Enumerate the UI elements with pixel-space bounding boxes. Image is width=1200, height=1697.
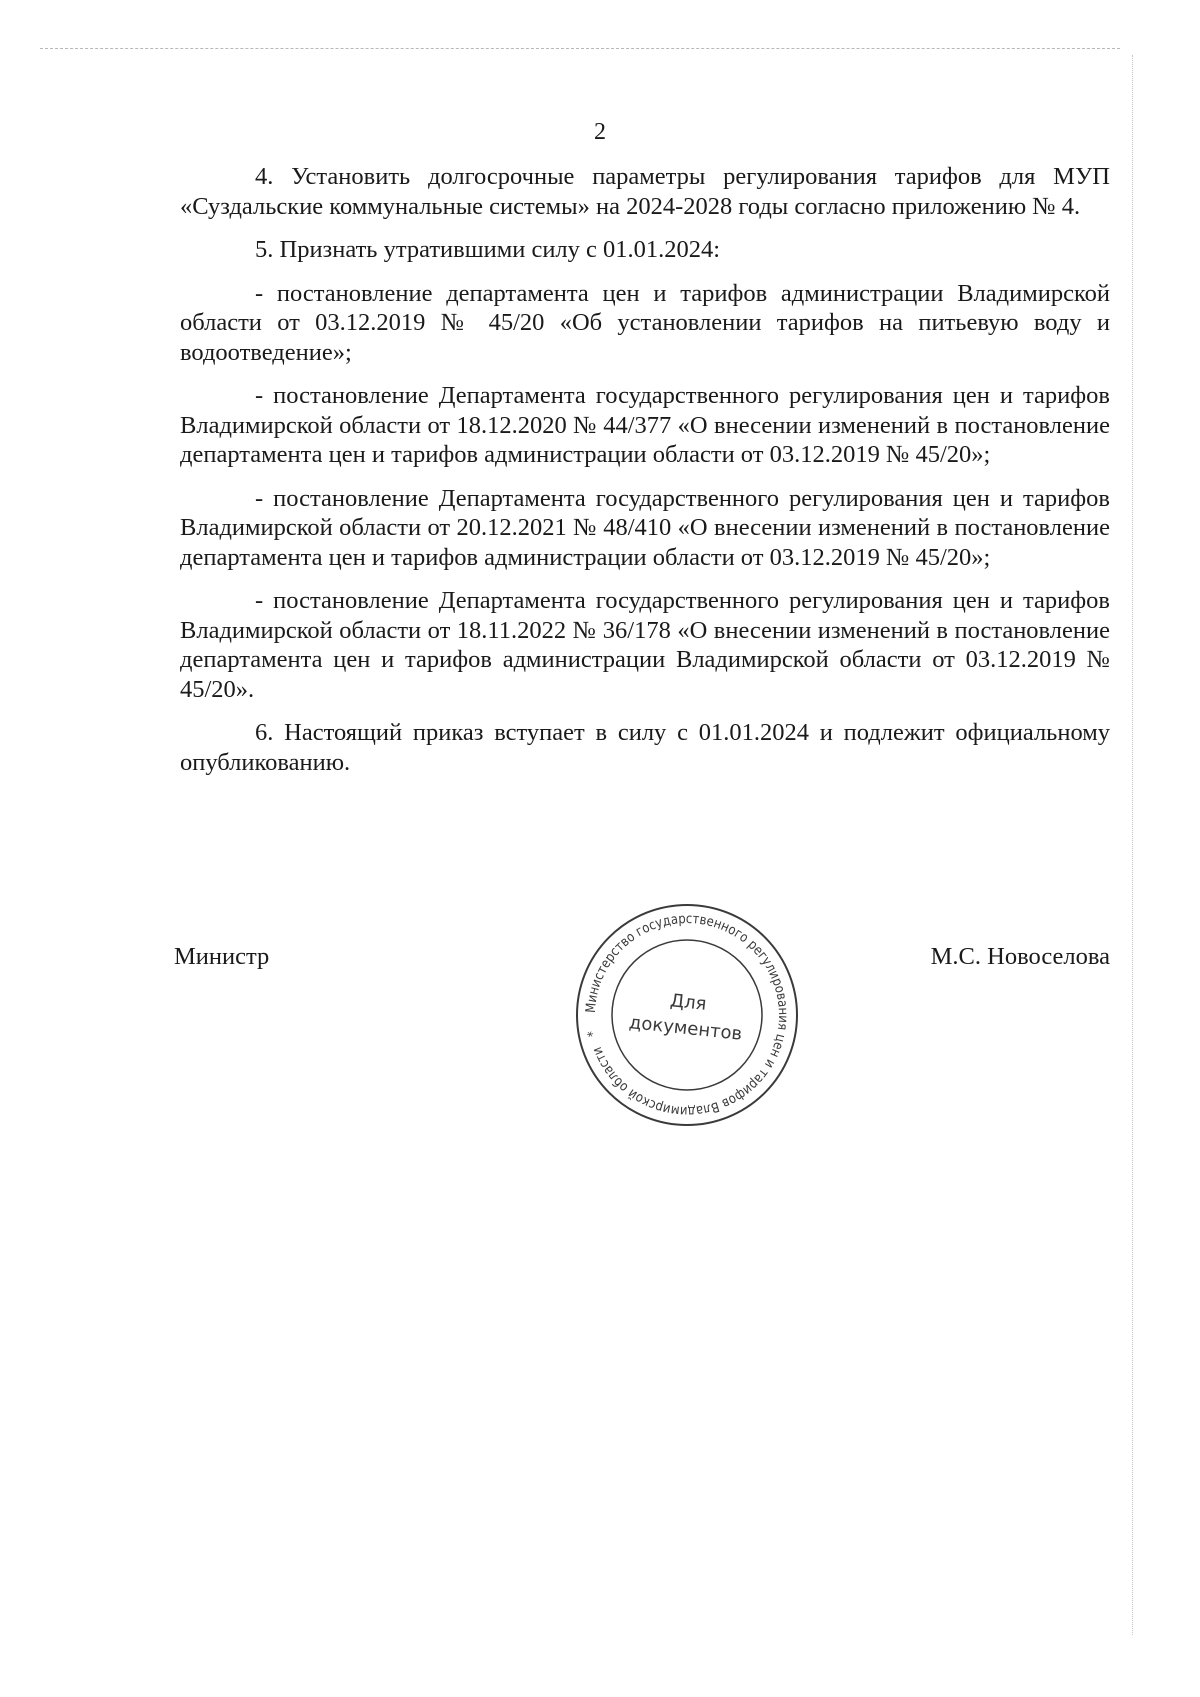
scan-edge-top xyxy=(40,48,1120,49)
signatory-title: Министр xyxy=(174,943,270,970)
paragraph-item-6: 6. Настоящий приказ вступает в силу с 01.01.2024 и подлежит официальному опубликованию. xyxy=(180,719,1110,776)
paragraph-repeal-2: - постановление Департамента государственного регулирования цен и тарифов Владимирской области от 18.12.2020 № 44/377 «О внесении изменений в постановление департамента цен и тарифов администрации области от 03.12.2019 № 45/20»; xyxy=(180,382,1110,468)
paragraph-item-5: 5. Признать утратившими силу с 01.01.2024: xyxy=(255,236,721,263)
paragraph-repeal-3: - постановление Департамента государственного регулирования цен и тарифов Владимирской области от 20.12.2021 № 48/410 «О внесении изменений в постановление департамента цен и тарифов администрации области от 03.12.2019 № 45/20»; xyxy=(180,484,1110,571)
signatory-name: М.С. Новоселова xyxy=(930,943,1110,970)
paragraph-repeal-4: - постановление Департамента государственного регулирования цен и тарифов Владимирской области от 18.11.2022 № 36/178 «О внесении изменений в постановление департамента цен и тарифов администрации Владимирской области от 03.12.2019 № 45/20». xyxy=(180,587,1110,703)
scan-edge-right xyxy=(1132,55,1133,1635)
stamp-center-line2: документов xyxy=(628,1012,744,1045)
stamp-ring-label: Министерство государственного регулирования цен и тарифов Владимирской области * xyxy=(582,910,792,1120)
stamp-center-line1: Для xyxy=(669,990,708,1015)
page-number: 2 xyxy=(594,119,606,145)
paragraph-repeal-1: - постановление департамента цен и тарифов администрации Владимирской области от 03.12.2019 № 45/20 «Об установлении тарифов на питьевую воду и водоотведение»; xyxy=(180,279,1110,366)
official-stamp xyxy=(572,900,802,1130)
paragraph-item-4: 4. Установить долгосрочные параметры регулирования тарифов для МУП «Суздальские коммунальные системы» на 2024-2028 годы согласно приложению № 4. xyxy=(180,163,1110,220)
document-body xyxy=(180,162,1110,777)
